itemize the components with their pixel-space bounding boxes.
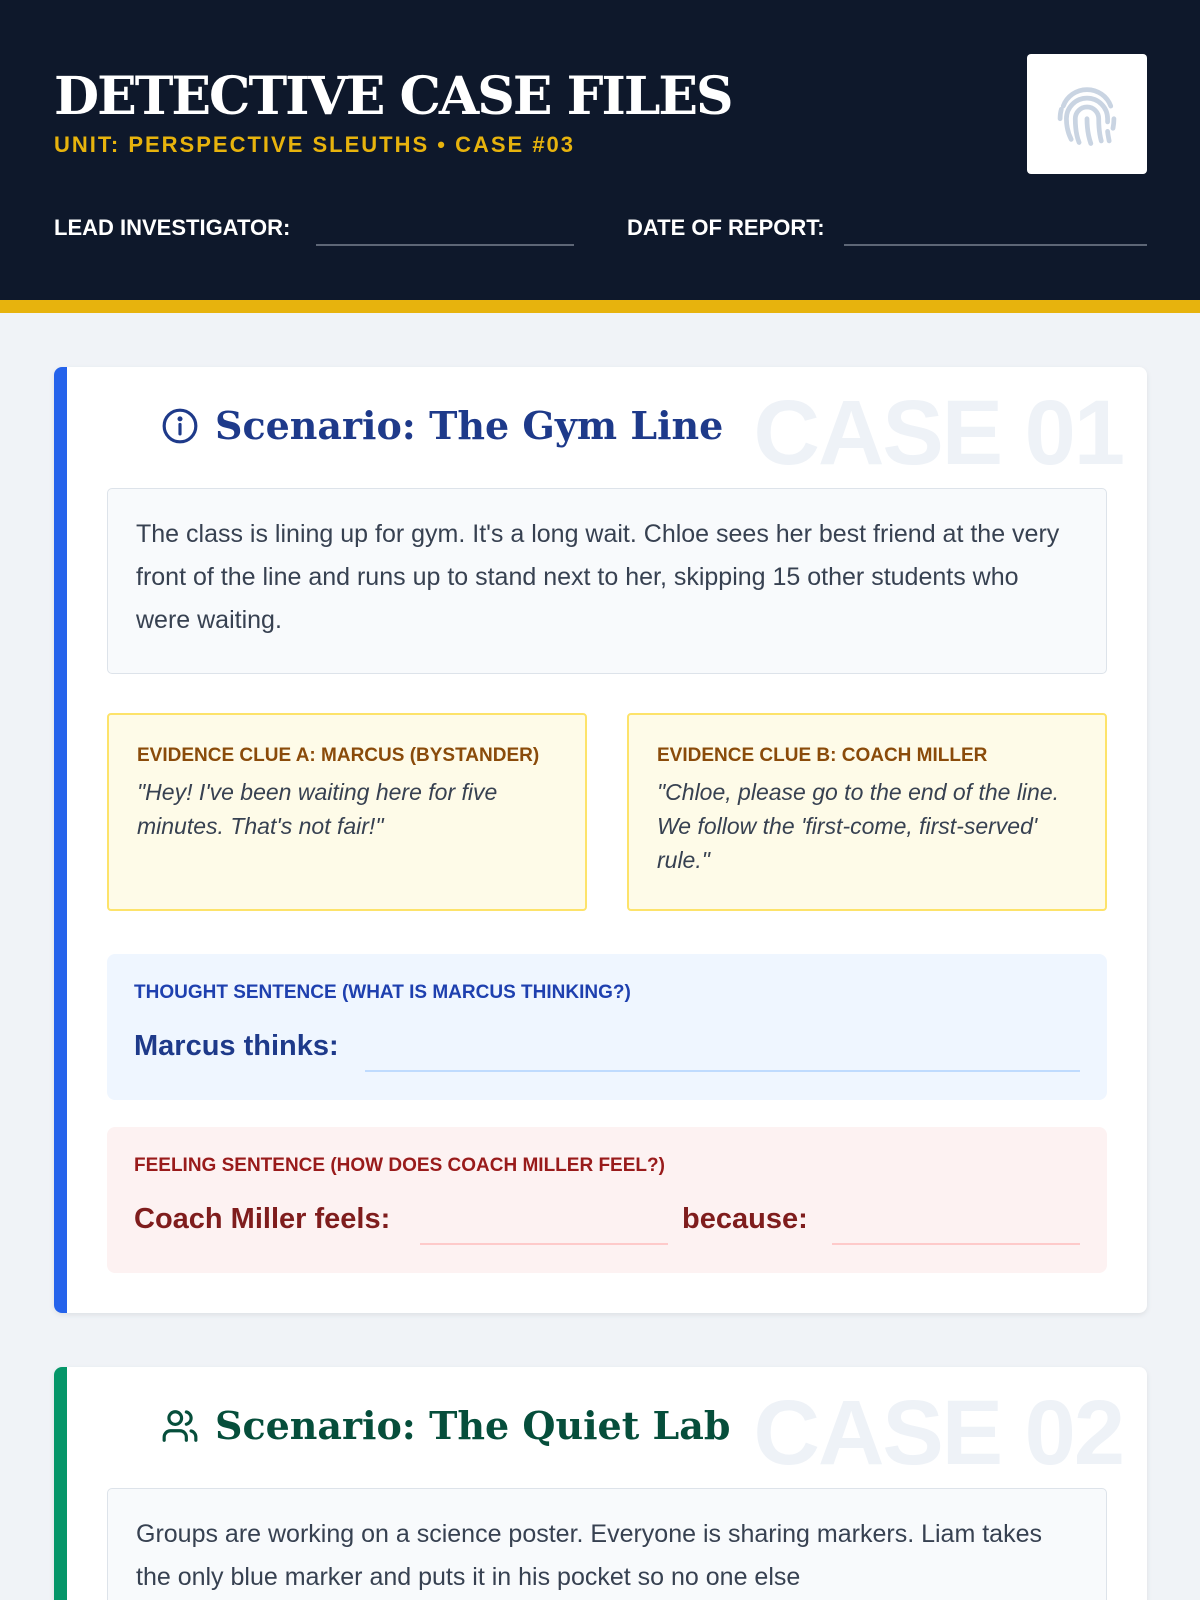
evidence-clue-a-heading: EVIDENCE CLUE A: MARCUS (BYSTANDER) — [137, 745, 540, 766]
case-card-2 — [54, 1367, 1147, 1600]
case-card-1 — [54, 367, 1147, 1313]
case-title-text: Scenario: The Quiet Lab — [215, 1403, 731, 1448]
thought-answer-line[interactable] — [365, 1070, 1080, 1072]
thought-sentence-label: Marcus thinks: — [134, 1030, 339, 1062]
evidence-clue-a — [107, 713, 587, 911]
fingerprint-icon — [1049, 76, 1125, 152]
feeling-sentence-label: Coach Miller feels: — [134, 1203, 391, 1235]
case-accent-stripe — [54, 1367, 67, 1600]
evidence-clue-b-quote: "Chloe, please go to the end of the line. We follow the 'first-come, first-served' rule." — [657, 779, 1060, 873]
thought-sentence-box — [107, 954, 1107, 1100]
thought-sentence-heading: THOUGHT SENTENCE (WHAT IS MARCUS THINKING?) — [134, 982, 631, 1003]
document-subtitle: UNIT: PERSPECTIVE SLEUTHS • CASE #03 — [54, 132, 576, 157]
because-label: because: — [682, 1203, 808, 1235]
case-watermark: CASE 01 — [753, 382, 1123, 484]
scenario-text: Groups are working on a science poster. Everyone is sharing markers. Liam takes the only blue marker and puts it in his pocket so no one else — [107, 1488, 1107, 1600]
date-of-report-field[interactable] — [844, 244, 1147, 246]
document-title: DETECTIVE CASE FILES — [54, 66, 732, 127]
case-title — [161, 1403, 730, 1448]
evidence-clue-a-quote: "Hey! I've been waiting here for five minutes. That's not fair!" — [137, 779, 498, 839]
feeling-sentence-heading: FEELING SENTENCE (HOW DOES COACH MILLER FEEL?) — [134, 1155, 665, 1176]
info-circle-icon — [161, 407, 199, 445]
feeling-sentence-box — [107, 1127, 1107, 1273]
evidence-clue-b — [627, 713, 1107, 911]
case-title-text: Scenario: The Gym Line — [215, 403, 724, 448]
feeling-answer-line[interactable] — [420, 1243, 668, 1245]
case-accent-stripe — [54, 367, 67, 1313]
evidence-clue-b-heading: EVIDENCE CLUE B: COACH MILLER — [657, 745, 988, 766]
lead-investigator-field[interactable] — [316, 244, 574, 246]
scenario-text: The class is lining up for gym. It's a long wait. Chloe sees her best friend at the very front of the line and runs up to stand next to her, skipping 15 other students who were waiting. — [107, 488, 1107, 674]
fingerprint-logo — [1027, 54, 1147, 174]
case-title — [161, 403, 723, 448]
lead-investigator-label: LEAD INVESTIGATOR: — [54, 215, 291, 240]
case-watermark: CASE 02 — [753, 1382, 1123, 1484]
date-of-report-label: DATE OF REPORT: — [627, 215, 825, 240]
header — [0, 0, 1200, 300]
users-icon — [161, 1407, 199, 1445]
because-answer-line[interactable] — [832, 1243, 1080, 1245]
header-accent-bar — [0, 300, 1200, 313]
